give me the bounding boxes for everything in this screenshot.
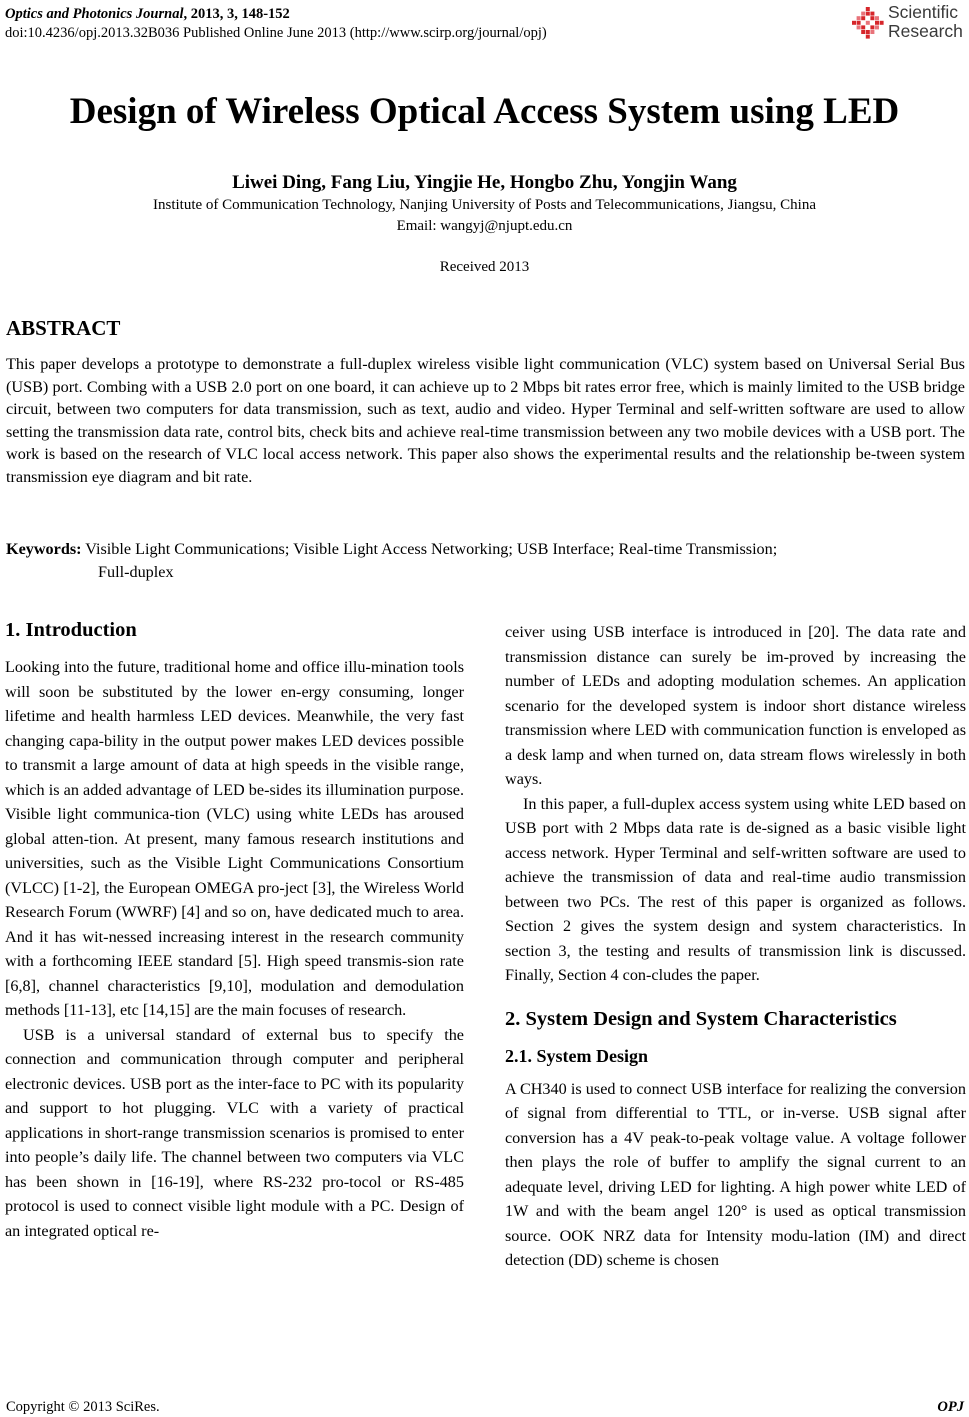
received-date: Received 2013 — [439, 259, 530, 275]
abstract-heading: ABSTRACT — [6, 316, 121, 340]
footer-journal-abbr: OPJ — [937, 1399, 964, 1415]
right-column — [505, 620, 966, 1273]
doi-line: doi:10.4236/opj.2013.32B036 Published Online June 2013 (http://www.scirp.org/journal/opj) — [5, 25, 547, 41]
author-list: Liwei Ding, Fang Liu, Yingjie He, Hongbo Zhu, Yongjin Wang — [232, 172, 737, 193]
journal-citation — [5, 5, 547, 24]
logo-mark-icon — [851, 6, 885, 40]
paragraph: Looking into the future, traditional home and office illu-mination tools will soon be substituted by the lower en-ergy consuming, longer lifetime and health harmless LED devices. Meanwhile, the very fast changing capa-bility in the output power makes LED devices possible to transmit a large amount of data at high speeds in the visible range, which is an added advantage of LED be-sides its illumination purpose. Visible light communica-tion (VLC) using white LEDs has aroused global atten-tion. At present, many famous research institutions and universities, such as the Visible Light Communications Consortium (VLCC) [1-2], the European OMEGA pro-ject [3], the Wireless World Research Forum (WWRF) [4] and so on, have dedicated much to area. And it has wit-nessed increasing interest in the research community with a forthcoming IEEE standard [5]. High speed transmis-sion rate [6,8], channel characteristics [9,10], modulation and demodulation methods [11-13], etc [14,15] are the main focuses of research. — [5, 658, 464, 1019]
keywords — [6, 538, 965, 584]
section-spacer — [505, 988, 966, 1006]
abstract-text: This paper develops a prototype to demonstrate a full-duplex wireless visible light communication (VLC) system based on Universal Serial Bus (USB) port. Combing with a USB 2.0 port on one board, it can achieve up to 2 Mbps bit rates error free, which is mainly limited to the USB bridge circuit, between two computers for data transmission, such as text, audio and video. Hyper Terminal and self-written software are used to allow setting the transmission data rate, control bits, check bits and achieve real-time transmission between any two mobile devices with a USB port. The work is based on the research of VLC local access network. This paper also shows the experimental results and the relationship be-tween system transmission eye diagram and bit rate. — [6, 355, 965, 486]
author-email: Email: wangyj@njupt.edu.cn — [396, 218, 573, 234]
keywords-label: Keywords: — [6, 540, 82, 558]
logo-wordmark — [888, 3, 963, 41]
affiliation: Institute of Communication Technology, Nanjing University of Posts and Telecommunications, Jiangsu, China — [153, 197, 816, 213]
paragraph: USB is a universal standard of external bus to specify the connection and communication through computer and peripheral electronic devices. USB port as the inter-face to PC with its popularity and support to hot plugging. VLC with a variety of practical applications in short-range transmission scenarios is promised to enter into people’s daily life. The channel between two computers via VLC has been shown in [16-19], where RS-232 pro-tocol or RS-485 protocol is used to connect visible light module with a PC. Design of an integrated optical re- — [5, 1025, 464, 1240]
paragraph: ceiver using USB interface is introduced in [20]. The data rate and transmission distance can surely be im-proved by increasing the number of LEDs and adopting modulation schemes. An application scenario for the developed system is indoor short distance wireless transmission where LED with communication function is enveloped as a desk lamp and when turned on, data stream flows wirelessly in both ways. — [505, 623, 966, 788]
footer-copyright: Copyright © 2013 SciRes. — [6, 1399, 160, 1415]
section-heading-system-design: 2. System Design and System Characteristics — [505, 1007, 897, 1030]
publisher-logo — [851, 2, 969, 42]
journal-name: Optics and Photonics Journal — [5, 6, 184, 22]
journal-volume: , 2013, 3, 148-152 — [183, 6, 290, 22]
paragraph: In this paper, a full-duplex access system using white LED based on USB port with 2 Mbps data rate is de-signed as a basic visible light access network. Hyper Terminal and self-written software are used to achieve the transmission of data and real-time audio transmission between two PCs. The rest of this paper is organized as follows. Section 2 gives the system design and system characteristics. In section 3, the testing and results of transmission link is discussed. Finally, Section 4 con-cludes the paper. — [505, 794, 966, 984]
left-column — [5, 617, 464, 1243]
keywords-continuation: Full-duplex — [98, 563, 174, 581]
section-heading-introduction: 1. Introduction — [5, 619, 137, 641]
keywords-text: Visible Light Communications; Visible Light Access Networking; USB Interface; Real-time Transmission; — [85, 540, 778, 558]
logo-word-research: Research — [888, 21, 963, 41]
paper-title: Design of Wireless Optical Access System using LED — [69, 91, 900, 132]
journal-header — [5, 5, 547, 43]
subsection-heading-system-design: 2.1. System Design — [505, 1045, 648, 1066]
paragraph: A CH340 is used to connect USB interface for realizing the conversion of signal from differential to TTL, or in-verse. USB signal after conversion has a 4V peak-to-peak voltage value. A voltage follower then plays the role of buffer to amplify the signal current to an adequate level, driving LED for lighting. A high power white LED of 1W and with the beam angel 120° is used as optical transmission source. OOK NRZ data for Intensity modu-lation (IM) and direct detection (DD) scheme is chosen — [505, 1079, 966, 1269]
logo-word-scientific: Scientific — [888, 2, 959, 22]
